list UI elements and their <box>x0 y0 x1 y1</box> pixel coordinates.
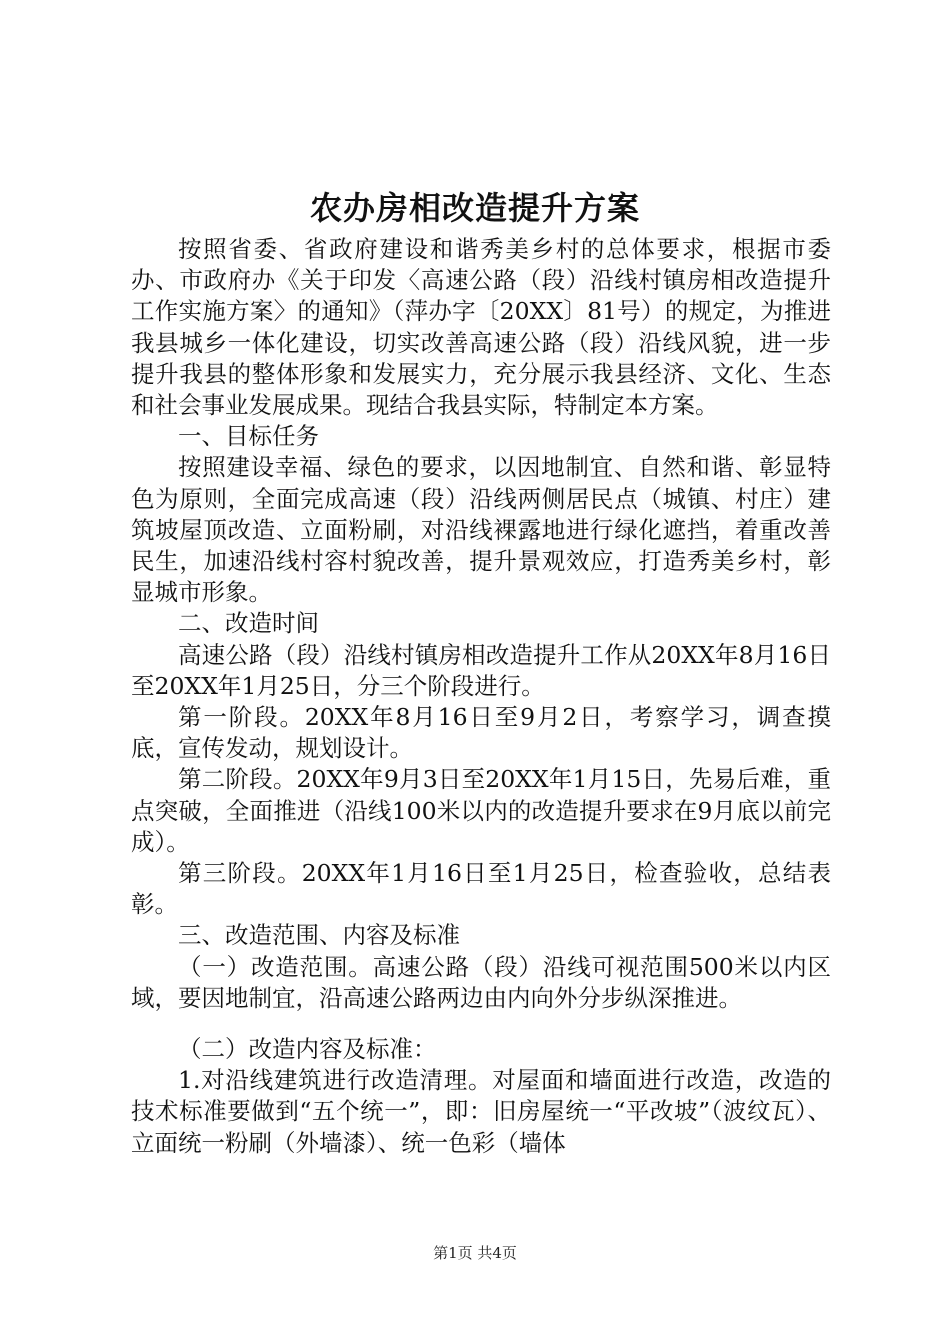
page-footer: 第1页 共4页 <box>433 1244 517 1262</box>
item-one-paragraph: 1.对沿线建筑进行改造清理。对屋面和墙面进行改造，改造的技术标准要做到“五个统一”，即：旧房屋统一“平改坡”（波纹瓦）、立面统一粉刷（外墙漆）、统一色彩（墙体 <box>131 1066 831 1157</box>
section-heading-schedule: 二、改造时间 <box>178 609 319 638</box>
section-heading-scope: 三、改造范围、内容及标准 <box>178 921 460 950</box>
targets-paragraph: 按照建设幸福、绿色的要求，以因地制宜、自然和谐、彰显特色为原则，全面完成高速（段）沿线两侧居民点（城镇、村庄）建筑坡屋顶改造、立面粉刷，对沿线裸露地进行绿化遮挡，着重改善民生，加速沿线村容村貌改善，提升景观效应，打造秀美乡村，彰显城市形象。 <box>131 453 831 607</box>
intro-paragraph: 按照省委、省政府建设和谐秀美乡村的总体要求，根据市委办、市政府办《关于印发〈高速公路（段）沿线村镇房相改造提升工作实施方案〉的通知》（萍办字〔20XX〕81号）的规定，为推进我县城乡一体化建设，切实改善高速公路（段）沿线风貌，进一步提升我县的整体形象和发展实力，充分展示我县经济、文化、生态和社会事业发展成果。现结合我县实际，特制定本方案。 <box>131 235 831 420</box>
phase-two-paragraph: 第二阶段。20XX年9月3日至20XX年1月15日，先易后难，重点突破，全面推进（沿线100米以内的改造提升要求在9月底以前完成）。 <box>131 765 831 856</box>
phase-one-paragraph: 第一阶段。20XX年8月16日至9月2日，考察学习，调查摸底，宣传发动，规划设计。 <box>131 703 831 763</box>
scope-paragraph: （一）改造范围。高速公路（段）沿线可视范围500米以内区域，要因地制宜，沿高速公路两边由内向外分步纵深推进。 <box>131 952 831 1012</box>
document-body <box>131 234 831 1159</box>
content-standards-heading: （二）改造内容及标准： <box>178 1035 437 1064</box>
section-heading-targets: 一、目标任务 <box>178 422 319 451</box>
phase-three-paragraph: 第三阶段。20XX年1月16日至1月25日，检查验收，总结表彰。 <box>131 859 831 919</box>
schedule-paragraph: 高速公路（段）沿线村镇房相改造提升工作从20XX年8月16日至20XX年1月25日，分三个阶段进行。 <box>131 640 831 700</box>
document-title: 农办房相改造提升方案 <box>309 189 640 227</box>
